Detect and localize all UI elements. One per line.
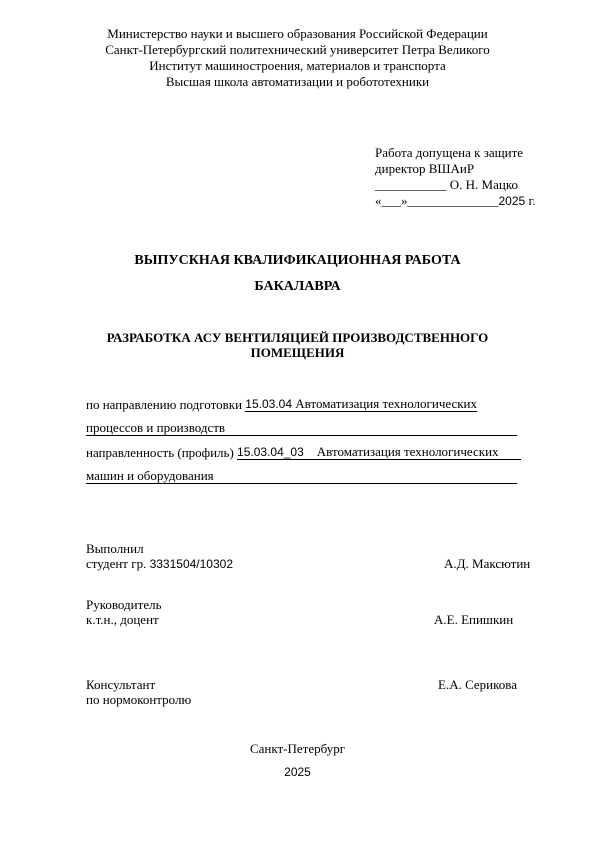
thesis-title-line-1: ВЫПУСКНАЯ КВАЛИФИКАЦИОННАЯ РАБОТА (134, 253, 461, 268)
direction-line-2 (86, 420, 517, 436)
direction-code: 15.03.04 (245, 397, 293, 411)
date-day-blank: ___ (381, 193, 401, 208)
author-role: Выполнил (86, 541, 144, 556)
consultant-role: Консультант (86, 677, 156, 692)
thesis-title-line-2: БАКАЛАВРА (254, 279, 341, 294)
date-month-blank: ______________ (407, 193, 499, 208)
approval-signature-line (375, 177, 518, 192)
footer-year: 2025 (284, 765, 311, 779)
author-group-label: студент гр. (86, 556, 147, 571)
consultant-subrole: по нормоконтролю (86, 692, 192, 707)
supervisor-title: к.т.н., доцент (86, 612, 159, 627)
direction-label: по направлению подготовки (86, 397, 243, 412)
approval-line-2: директор ВШАиР (375, 161, 475, 176)
footer-city: Санкт-Петербург (249, 741, 346, 756)
supervisor-name: А.Е. Епишкин (434, 612, 514, 627)
consultant-name: Е.А. Серикова (438, 677, 518, 692)
topic-line-2: ПОМЕЩЕНИЯ (250, 345, 345, 360)
approval-line-1: Работа допущена к защите (375, 145, 524, 160)
direction-name-part2: процессов и производств (86, 420, 517, 436)
profile-name-part1: Автоматизация технологических (316, 444, 499, 459)
approval-year-suffix: г. (528, 193, 536, 208)
date-close-quote: » (401, 193, 408, 208)
university-line: Санкт-Петербургский политехнический университет Петра Великого (105, 42, 490, 57)
profile-line-2 (86, 468, 517, 484)
profile-line-1 (86, 444, 521, 460)
direction-value-underline (245, 396, 477, 412)
signature-blank: ___________ (375, 177, 447, 192)
institute-line: Институт машиностроения, материалов и транспорта (149, 58, 446, 73)
author-name: А.Д. Максютин (444, 556, 531, 571)
profile-value-underline (237, 444, 521, 460)
date-open-quote: « (375, 193, 382, 208)
topic-line-1: РАЗРАБОТКА АСУ ВЕНТИЛЯЦИЕЙ ПРОИЗВОДСТВЕННОГО (106, 330, 489, 345)
profile-name-part2: машин и оборудования (86, 468, 517, 484)
author-group: 3331504/10302 (149, 557, 233, 571)
approval-year: 2025 (498, 194, 526, 208)
approval-date-line (375, 193, 536, 209)
supervisor-role: Руководитель (86, 597, 162, 612)
profile-code: 15.03.04_03 (237, 445, 304, 459)
school-line: Высшая школа автоматизации и робототехники (165, 74, 430, 89)
author-group-line (86, 556, 233, 572)
direction-line-1 (86, 396, 477, 412)
ministry-line: Министерство науки и высшего образования Российской Федерации (107, 26, 488, 41)
approval-signer: О. Н. Мацко (449, 177, 518, 192)
direction-name-part1: Автоматизация технологических (295, 396, 478, 411)
profile-label: направленность (профиль) (86, 445, 234, 460)
